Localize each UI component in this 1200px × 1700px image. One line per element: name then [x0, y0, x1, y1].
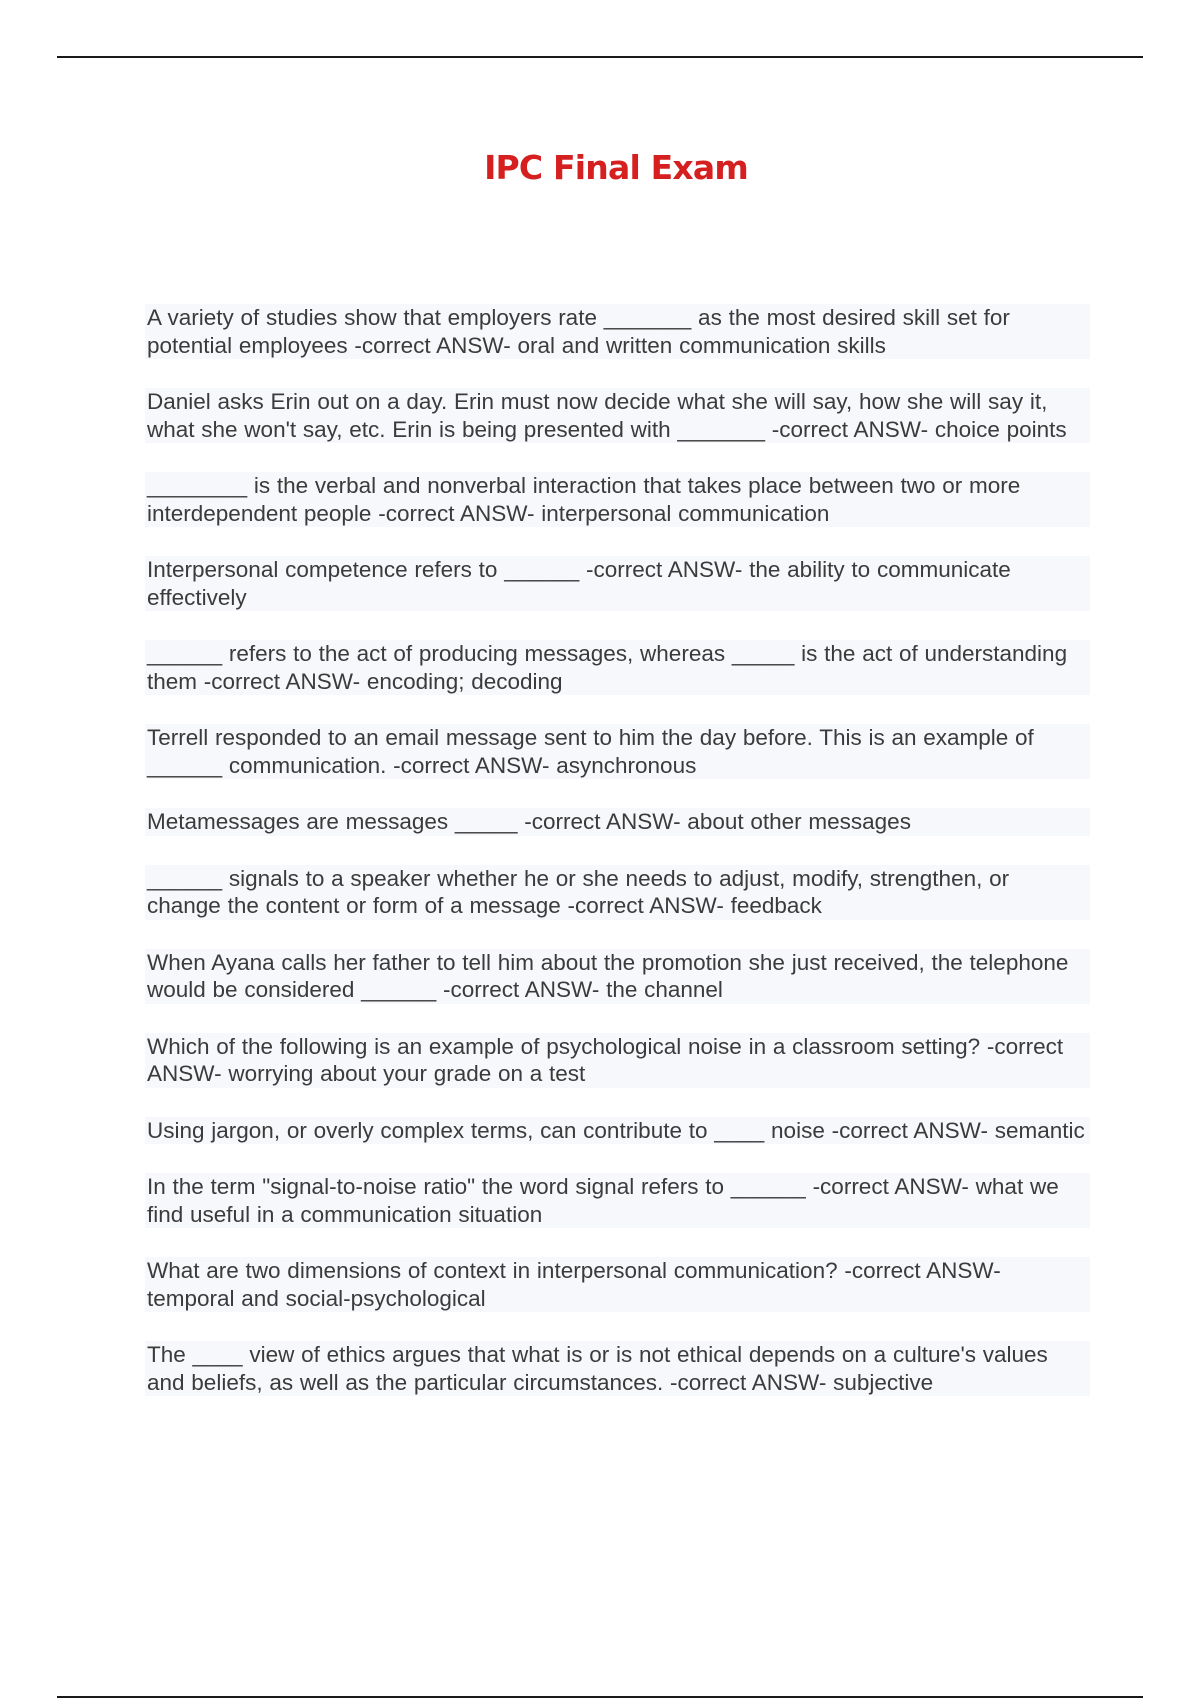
page-title: IPC Final Exam — [484, 148, 748, 187]
question-item: ______ signals to a speaker whether he or she needs to adjust, modify, strengthen, or change the content or form of a message -correct ANSW- feedback — [145, 865, 1090, 920]
question-item: Which of the following is an example of psychological noise in a classroom setting? -correct ANSW- worrying about your grade on a test — [145, 1033, 1090, 1088]
bottom-divider — [57, 1696, 1143, 1698]
question-item: In the term "signal-to-noise ratio" the word signal refers to ______ -correct ANSW- what we find useful in a communication situation — [145, 1173, 1090, 1228]
top-divider — [57, 56, 1143, 58]
question-item: The ____ view of ethics argues that what is or is not ethical depends on a culture's values and beliefs, as well as the particular circumstances. -correct ANSW- subjective — [145, 1341, 1090, 1396]
question-item: ______ refers to the act of producing messages, whereas _____ is the act of understanding them -correct ANSW- encoding; decoding — [145, 640, 1090, 695]
question-item: When Ayana calls her father to tell him about the promotion she just received, the telephone would be considered ______ -correct ANSW- the channel — [145, 949, 1090, 1004]
question-item: ________ is the verbal and nonverbal interaction that takes place between two or more interdependent people -correct ANSW- interpersonal communication — [145, 472, 1090, 527]
question-item: Interpersonal competence refers to ______ -correct ANSW- the ability to communicate effectively — [145, 556, 1090, 611]
question-item: What are two dimensions of context in interpersonal communication? -correct ANSW- temporal and social-psychological — [145, 1257, 1090, 1312]
question-item: Metamessages are messages _____ -correct ANSW- about other messages — [145, 808, 1090, 836]
question-item: Using jargon, or overly complex terms, can contribute to ____ noise -correct ANSW- semantic — [145, 1117, 1090, 1145]
question-item: Daniel asks Erin out on a day. Erin must now decide what she will say, how she will say it, what she won't say, etc. Erin is being presented with _______ -correct ANSW- choice points — [145, 388, 1090, 443]
question-item: A variety of studies show that employers rate _______ as the most desired skill set for potential employees -correct ANSW- oral and written communication skills — [145, 304, 1090, 359]
question-item: Terrell responded to an email message sent to him the day before. This is an example of ______ communication. -correct ANSW- asynchronous — [145, 724, 1090, 779]
question-list — [145, 304, 1090, 1425]
